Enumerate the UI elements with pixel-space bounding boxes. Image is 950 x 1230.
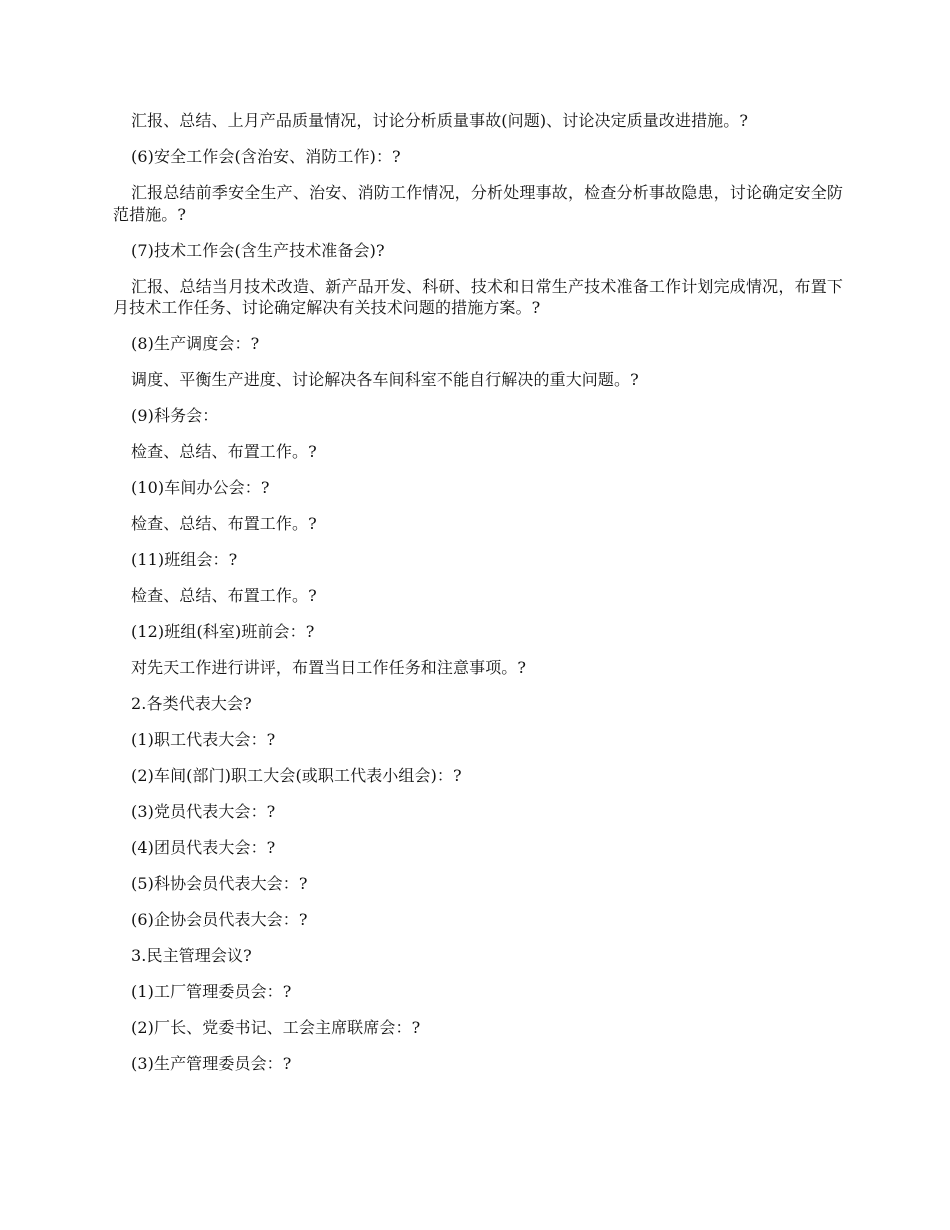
list-item-league-congress: (4)团员代表大会：? bbox=[131, 838, 276, 857]
list-item-workers-congress: (1)职工代表大会：? bbox=[131, 730, 276, 749]
paragraph-team-summary: 检查、总结、布置工作。? bbox=[131, 586, 317, 605]
heading-democratic-management: 3.民主管理会议? bbox=[131, 946, 252, 965]
paragraph-safety-summary: 汇报总结前季安全生产、治安、消防工作情况，分析处理事故，检查分析事故隐患，讨论确定安全防范措施。? bbox=[113, 183, 843, 224]
paragraph-technical-summary: 汇报、总结当月技术改造、新产品开发、科研、技术和日常生产技术准备工作计划完成情况，布置下月技术工作任务、讨论确定解决有关技术问题的措施方案。? bbox=[113, 276, 843, 317]
document-body bbox=[113, 110, 843, 1089]
heading-team-meeting: (11)班组会：? bbox=[131, 550, 238, 569]
list-item-workshop-staff-meeting: (2)车间(部门)职工大会(或职工代表小组会)：? bbox=[131, 766, 462, 785]
heading-technical-meeting: (7)技术工作会(含生产技术准备会)? bbox=[131, 240, 385, 260]
paragraph-workshop-summary: 检查、总结、布置工作。? bbox=[131, 514, 317, 533]
paragraph-dispatch-summary: 调度、平衡生产进度、讨论解决各车间科室不能自行解决的重大问题。? bbox=[131, 370, 639, 389]
heading-pre-shift-meeting: (12)班组(科室)班前会：? bbox=[131, 622, 315, 641]
list-item-party-congress: (3)党员代表大会：? bbox=[131, 802, 276, 821]
list-item-production-committee: (3)生产管理委员会：? bbox=[131, 1054, 292, 1073]
heading-representative-congresses: 2.各类代表大会? bbox=[131, 694, 252, 713]
paragraph-section-summary: 检查、总结、布置工作。? bbox=[131, 442, 317, 461]
list-item-factory-committee: (1)工厂管理委员会：? bbox=[131, 982, 292, 1001]
heading-safety-meeting: (6)安全工作会(含治安、消防工作)：? bbox=[131, 147, 401, 166]
list-item-science-association-congress: (5)科协会员代表大会：? bbox=[131, 874, 308, 893]
list-item-enterprise-association-congress: (6)企协会员代表大会：? bbox=[131, 910, 308, 929]
heading-dispatch-meeting: (8)生产调度会：? bbox=[131, 334, 260, 353]
paragraph-quality-summary: 汇报、总结、上月产品质量情况，讨论分析质量事故(问题)、讨论决定质量改进措施。? bbox=[131, 111, 749, 130]
paragraph-pre-shift-summary: 对先天工作进行讲评，布置当日工作任务和注意事项。? bbox=[131, 658, 527, 677]
heading-workshop-meeting: (10)车间办公会：? bbox=[131, 478, 270, 497]
heading-section-meeting: (9)科务会： bbox=[131, 406, 219, 425]
list-item-joint-meeting: (2)厂长、党委书记、工会主席联席会：? bbox=[131, 1018, 421, 1037]
